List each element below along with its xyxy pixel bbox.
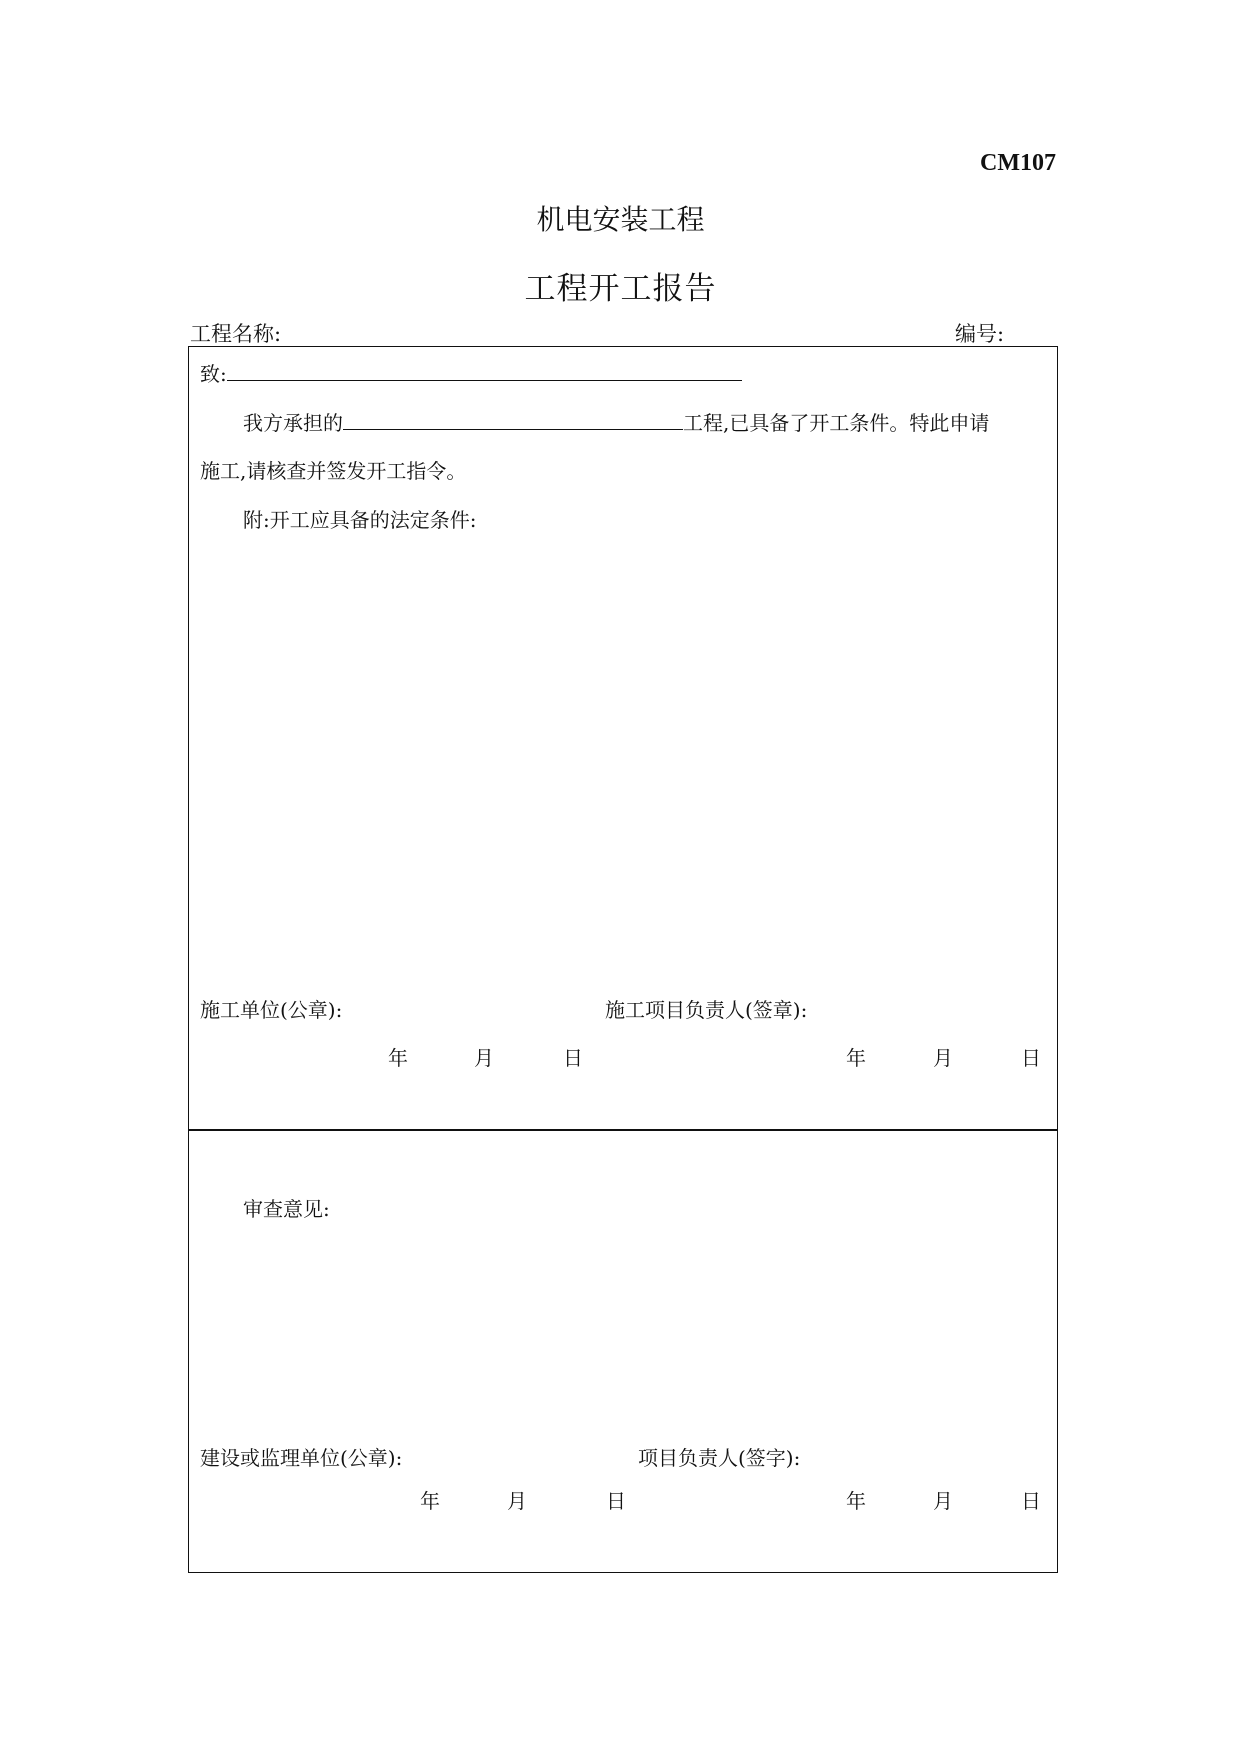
review-date-month-right: 月 (933, 1489, 953, 1513)
date-day-left: 日 (563, 1046, 583, 1070)
date-year-left: 年 (388, 1046, 408, 1070)
review-date-year-right: 年 (846, 1489, 866, 1513)
project-blank[interactable] (343, 409, 683, 430)
review-manager-sign-label: 项目负责人(签字): (638, 1446, 801, 1470)
construction-unit-seal-label: 施工单位(公章): (200, 998, 343, 1022)
project-manager-sign-label: 施工项目负责人(签章): (605, 998, 808, 1022)
serial-number-label: 编号: (955, 322, 1005, 346)
date-month-right: 月 (933, 1046, 953, 1070)
body-prefix: 我方承担的 (243, 411, 343, 435)
body-suffix: 工程,已具备了开工条件。特此申请 (683, 411, 990, 435)
date-month-left: 月 (474, 1046, 494, 1070)
review-date-day-left: 日 (606, 1489, 626, 1513)
review-date-month-left: 月 (507, 1489, 527, 1513)
body-line-2: 施工,请核查并签发开工指令。 (200, 459, 467, 483)
document-title: 工程开工报告 (524, 271, 717, 307)
supervision-unit-seal-label: 建设或监理单位(公章): (200, 1446, 403, 1470)
addressee-row (200, 358, 742, 387)
attachment-label: 附:开工应具备的法定条件: (243, 508, 477, 532)
document-title-category: 机电安装工程 (536, 203, 705, 236)
body-line-1 (243, 407, 989, 436)
date-year-right: 年 (846, 1046, 866, 1070)
review-opinion-label: 审查意见: (243, 1197, 330, 1221)
form-code: CM107 (980, 150, 1056, 176)
addressee-blank[interactable] (227, 360, 742, 381)
project-name-label: 工程名称: (190, 322, 282, 346)
review-date-year-left: 年 (420, 1489, 440, 1513)
review-date-day-right: 日 (1021, 1489, 1041, 1513)
date-day-right: 日 (1021, 1046, 1041, 1070)
addressee-label: 致: (200, 362, 227, 386)
